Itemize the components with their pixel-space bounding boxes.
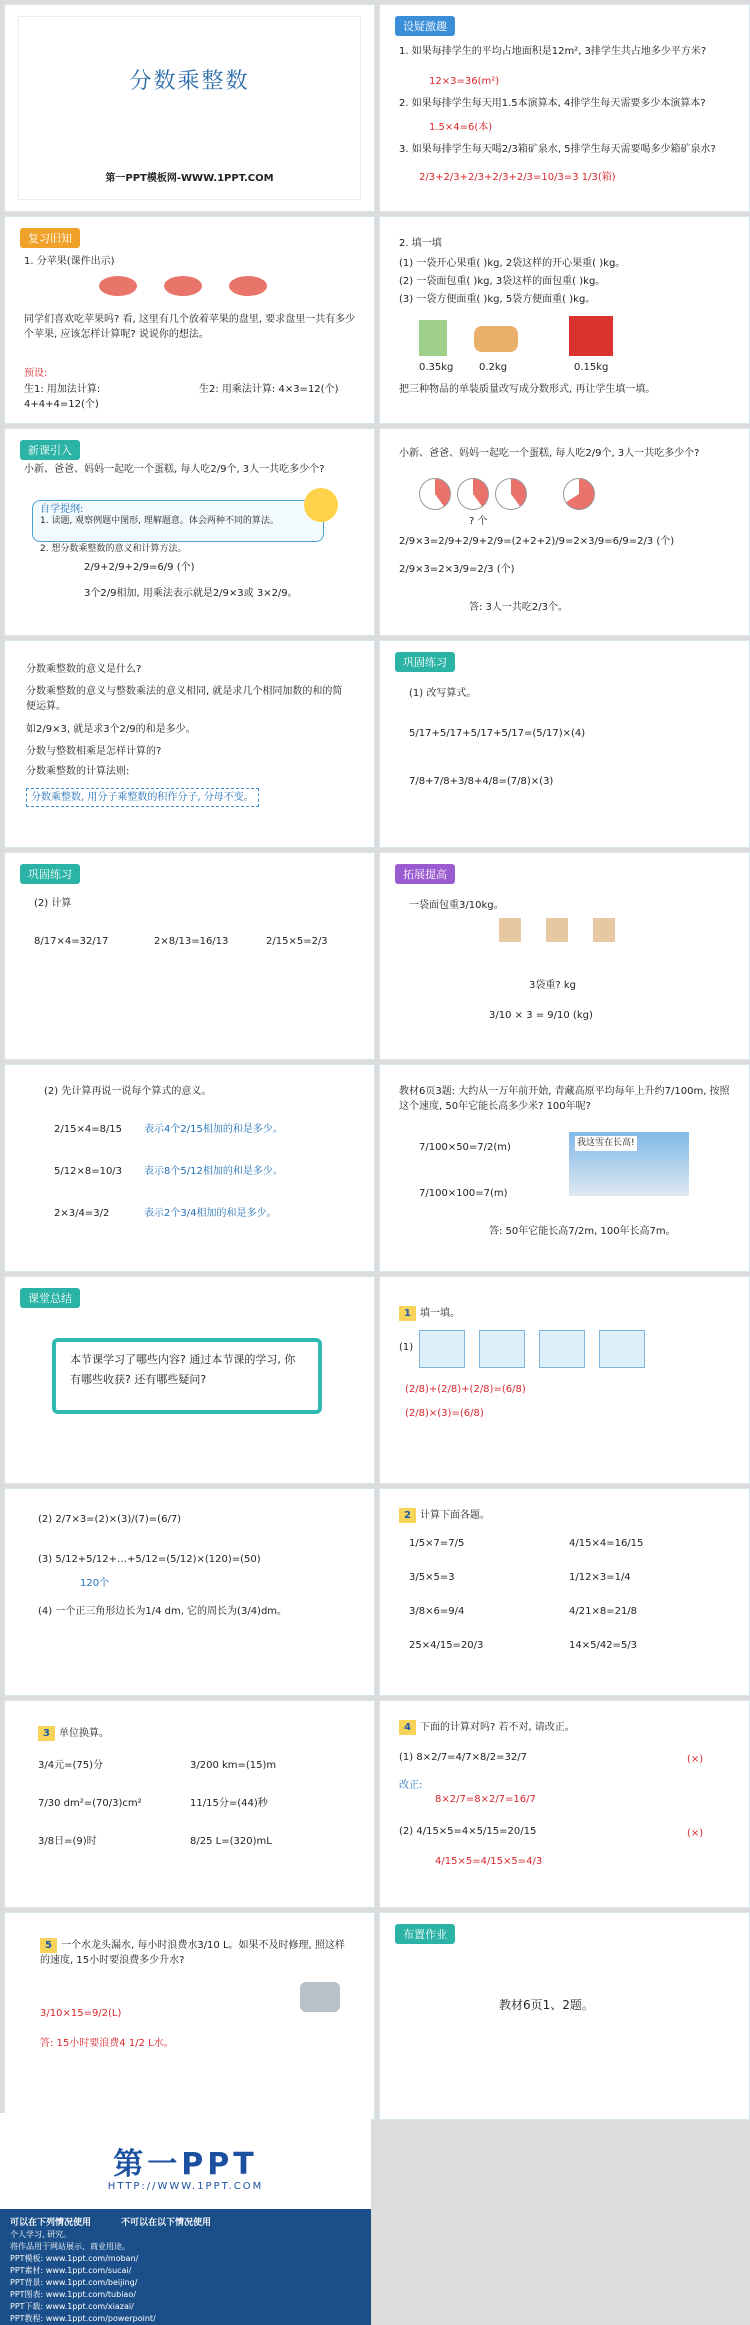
sun-icon	[304, 488, 338, 522]
slide-fill	[379, 216, 750, 424]
slide-compute-meaning	[4, 1064, 375, 1272]
slide-exercise-1	[379, 1276, 750, 1484]
answer-text: 答: 3人一共吃2/3个。	[469, 602, 569, 613]
equation-1: (2/8)+(2/8)+(2/8)=(6/8)	[405, 1384, 526, 1395]
info-line: 将作品用于网站展示、商业用途。	[10, 2242, 130, 2251]
cake-result-icon	[563, 478, 595, 510]
equation-3: 2/15×5=2/3	[266, 936, 328, 947]
section-tag: 巩固练习	[20, 864, 80, 884]
disallowed-heading: 不可以在以下情况使用	[121, 2218, 212, 2228]
slide-new-lesson	[4, 428, 375, 636]
question: 分数乘整数的意义是什么?	[26, 664, 142, 675]
slide-summary	[4, 1276, 375, 1484]
col-1-item: 25×4/15=20/3	[409, 1640, 484, 1651]
equation-2: 2×8/13=16/13	[154, 936, 229, 947]
exercise-number: 3	[38, 1726, 55, 1741]
slide-cake	[379, 428, 750, 636]
section-tag: 巩固练习	[395, 652, 455, 672]
equation-1: 5/17+5/17+5/17+5/17=(5/17)×(4)	[409, 728, 586, 739]
speech-bubble: 我这雪在长高!	[575, 1136, 637, 1151]
grid-figure	[479, 1330, 525, 1368]
problem-text: 一袋面包重3/10kg。	[409, 900, 504, 911]
section-tag: 布置作业	[395, 1924, 455, 1944]
line-1: 分数乘整数的意义与整数乘法的意义相同, 就是求几个相同加数的和的简便运算。	[26, 686, 343, 712]
bread-bags	[499, 918, 615, 946]
bread-icon	[474, 326, 518, 352]
line-4: 分数乘整数的计算法则:	[26, 766, 130, 777]
section-tag: 设疑激趣	[395, 16, 455, 36]
footer-ad	[0, 2113, 371, 2325]
problem-text: 教材6页3题: 大约从一万年前开始, 青藏高原平均每年上升约7/100m, 按照这个速度, 50年它能长高多少米? 100年呢?	[399, 1086, 730, 1112]
equation-2: 2/9×3=2×3/9=2/3 (个)	[399, 564, 515, 575]
slide-homework	[379, 1912, 750, 2120]
tip-2: 2. 想分数乘整数的意义和计算方法。	[40, 544, 187, 554]
col-b-item: 3/200 km=(15)m	[190, 1760, 277, 1771]
tip-label: 自学提纲:	[40, 504, 84, 515]
apple-plate-icon	[229, 276, 267, 296]
bread-bag-icon	[546, 918, 568, 942]
equation-1: 2/15×4=8/15	[54, 1124, 123, 1135]
apple-plates	[99, 276, 267, 300]
equation-4: (4) 一个正三角形边长为1/4 dm, 它的周长为(3/4)dm。	[38, 1606, 288, 1617]
pistachio-bag-icon	[419, 320, 447, 356]
grid-figure	[599, 1330, 645, 1368]
slide-extend	[379, 852, 750, 1060]
line-3: (3) 一袋方便面重( )kg, 5袋方便面重( )kg。	[399, 294, 596, 305]
page-title: 分数乘整数	[129, 69, 250, 94]
cake-icon	[495, 478, 527, 510]
slide-exercise-1b	[4, 1488, 375, 1696]
col-a-item: 3/8日=(9)时	[38, 1836, 97, 1847]
exercise-header	[399, 1508, 490, 1523]
exercise-header	[399, 1720, 575, 1735]
slide-practice-2	[4, 852, 375, 1060]
exercise-number: 1	[399, 1306, 416, 1321]
logo-url: HTTP://WWW.1PPT.COM	[107, 2181, 264, 2192]
link-line[interactable]: PPT模板: www.1ppt.com/moban/	[10, 2254, 139, 2263]
problem-text: 小新、爸爸、妈妈一起吃一个蛋糕, 每人吃2/9个, 3人一共吃多少个?	[399, 448, 700, 459]
section-tag: 复习旧知	[20, 228, 80, 248]
question-mark: ? 个	[469, 516, 488, 527]
weight-2: 0.2kg	[479, 362, 508, 373]
logo: 第一PPT	[113, 2147, 258, 2182]
slide-plateau	[379, 1064, 750, 1272]
equation-2: (2/8)×(3)=(6/8)	[405, 1408, 484, 1419]
equation-2: 7/8+7/8+3/8+4/8=(7/8)×(3)	[409, 776, 554, 787]
equation-1: 8/17×4=32/17	[34, 936, 109, 947]
wrong-mark-2: (×)	[687, 1828, 704, 1839]
exercise-header	[399, 1306, 460, 1321]
cake-diagram	[419, 478, 601, 514]
col-b-item: 8/25 L=(320)mL	[190, 1836, 272, 1847]
item-label: 计算下面各题。	[419, 1510, 490, 1521]
item-label: 2. 填一填	[399, 238, 442, 249]
item-label: (2) 计算	[34, 898, 72, 909]
part-label: (1)	[399, 1342, 414, 1353]
exercise-number: 2	[399, 1508, 416, 1523]
noodle-pack-icon	[569, 316, 613, 356]
link-line[interactable]: PPT教程: www.1ppt.com/powerpoint/	[10, 2314, 156, 2323]
question-2: 2. 如果每排学生每天用1.5本演算本, 4排学生每天需要多少本演算本?	[399, 98, 706, 109]
col-2-item: 4/21×8=21/8	[569, 1606, 638, 1617]
col-1-item: 3/8×6=9/4	[409, 1606, 465, 1617]
link-line[interactable]: PPT下载: www.1ppt.com/xiazai/	[10, 2302, 134, 2311]
section-tag: 拓展提高	[395, 864, 455, 884]
grid-figure	[419, 1330, 465, 1368]
exercise-number: 4	[399, 1720, 416, 1735]
question-1: 1. 如果每排学生的平均占地面积是12m², 3排学生共占地多少平方米?	[399, 46, 707, 57]
equation-1: (1) 8×2/7=4/7×8/2=32/7	[399, 1752, 527, 1763]
answer-text: 答: 15小时要浪费4 1/2 L水。	[40, 2038, 174, 2049]
item-label: (2) 先计算再说一说每个算式的意义。	[44, 1086, 212, 1097]
question-label: 3袋重? kg	[529, 980, 576, 991]
answer-2: 1.5×4=6(本)	[429, 122, 493, 133]
faucet-icon	[300, 1982, 340, 2012]
addition-equation: 2/9+2/9+2/9=6/9 (个)	[84, 562, 195, 573]
line-2: (2) 一袋面包重( )kg, 3袋这样的面包重( )kg。	[399, 276, 606, 287]
slide-exercise-3	[4, 1700, 375, 1908]
section-tag: 新课引入	[20, 440, 80, 460]
problem-text: 小新、爸爸、妈妈一起吃一个蛋糕, 每人吃2/9个, 3人一共吃多少个?	[24, 464, 325, 475]
note-text: 把三种物品的单装质量改写成分数形式, 再让学生填一填。	[399, 384, 656, 395]
student-1: 生1: 用加法计算: 4+4+4=12(个)	[24, 384, 101, 410]
answer-1: 12×3=36(m²)	[429, 76, 500, 87]
col-1-item: 3/5×5=3	[409, 1572, 455, 1583]
weight-1: 0.35kg	[419, 362, 454, 373]
meaning-1: 表示4个2/15相加的和是多少。	[144, 1124, 283, 1135]
equation-2: 5/12×8=10/3	[54, 1166, 123, 1177]
item-label: 填一填。	[419, 1308, 460, 1319]
apple-plate-icon	[164, 276, 202, 296]
body-text: 同学们喜欢吃苹果吗? 看, 这里有几个放着苹果的盘里, 要求盘里一共有多少个苹果, 应该怎样计算呢? 说说你的想法。	[24, 314, 356, 340]
problem-body: 一个水龙头漏水, 每小时浪费水3/10 L。如果不及时修理, 照这样的速度, 15小时要浪费多少升水?	[40, 1940, 345, 1966]
slide-exercise-4	[379, 1700, 750, 1908]
fix-1: 8×2/7=8×2/7=16/7	[435, 1794, 536, 1805]
col-2-item: 14×5/42=5/3	[569, 1640, 638, 1651]
equation-1: 7/100×50=7/2(m)	[419, 1142, 511, 1153]
exercise-number: 5	[40, 1938, 57, 1953]
equation-2: (2) 2/7×3=(2)×(3)/(7)=(6/7)	[38, 1514, 182, 1525]
rule-box: 分数乘整数, 用分子乘整数的积作分子, 分母不变。	[26, 788, 259, 807]
slide-meaning	[4, 640, 375, 848]
col-2-item: 1/12×3=1/4	[569, 1572, 631, 1583]
line-3: 分数与整数相乘是怎样计算的?	[26, 746, 162, 757]
slide-exercise-5	[4, 1912, 375, 2120]
grid-figure	[539, 1330, 585, 1368]
meaning-3: 表示2个3/4相加的和是多少。	[144, 1208, 277, 1219]
link-line[interactable]: PPT图表: www.1ppt.com/tubiao/	[10, 2290, 136, 2299]
count-label: 120个	[80, 1578, 110, 1589]
equation-1: 2/9×3=2/9+2/9+2/9=(2+2+2)/9=2×3/9=6/9=2/3 (个)	[399, 536, 675, 547]
section-tag: 课堂总结	[20, 1288, 80, 1308]
col-2-item: 4/15×4=16/15	[569, 1538, 644, 1549]
fix-label: 改正:	[399, 1780, 423, 1791]
answer-text: 答: 50年它能长高7/2m, 100年长高7m。	[489, 1226, 676, 1237]
slide-review	[4, 216, 375, 424]
item-label: 单位换算。	[58, 1728, 109, 1739]
link-line[interactable]: PPT素材: www.1ppt.com/sucai/	[10, 2266, 132, 2275]
wrong-mark-1: (×)	[687, 1754, 704, 1765]
equation-3: 2×3/4=3/2	[54, 1208, 110, 1219]
col-b-item: 11/15分=(44)秒	[190, 1798, 268, 1809]
item-label: 下面的计算对吗? 若不对, 请改正。	[419, 1722, 575, 1733]
allowed-heading: 可以在下列情况使用	[10, 2218, 92, 2228]
equation-3: (3) 5/12+5/12+…+5/12=(5/12)×(120)=(50)	[38, 1554, 261, 1565]
slide-title	[4, 4, 375, 212]
bread-bag-icon	[593, 918, 615, 942]
problem-text	[40, 1938, 350, 1968]
item-label: 1. 分苹果(课件出示)	[24, 256, 115, 267]
item-label: (1) 改写算式。	[409, 688, 477, 699]
exercise-header	[38, 1726, 109, 1741]
slide-practice-1	[379, 640, 750, 848]
col-1-item: 1/5×7=7/5	[409, 1538, 465, 1549]
summary-box: 本节课学习了哪些内容? 通过本节课的学习, 你有哪些收获? 还有哪些疑问?	[52, 1338, 322, 1414]
line-1: (1) 一袋开心果重( )kg, 2袋这样的开心果重( )kg。	[399, 258, 626, 269]
hint-label: 预设:	[24, 368, 48, 379]
site-label: 第一PPT模板网-WWW.1PPT.COM	[105, 173, 274, 184]
slide-exercise-2	[379, 1488, 750, 1696]
fix-2: 4/15×5=4/15×5=4/3	[435, 1856, 543, 1867]
equation: 3/10×15=9/2(L)	[40, 2008, 122, 2019]
line-2: 如2/9×3, 就是求3个2/9的和是多少。	[26, 724, 196, 735]
weight-3: 0.15kg	[574, 362, 609, 373]
bread-bag-icon	[499, 918, 521, 942]
col-a-item: 3/4元=(75)分	[38, 1760, 103, 1771]
note-text: 3个2/9相加, 用乘法表示就是2/9×3或 3×2/9。	[84, 588, 298, 599]
equation-2: 7/100×100=7(m)	[419, 1188, 508, 1199]
question-3: 3. 如果每排学生每天喝2/3箱矿泉水, 5排学生每天需要喝多少箱矿泉水?	[399, 144, 716, 155]
slide-intro	[379, 4, 750, 212]
tip-1: 1. 读题, 观察例题中图形, 理解题意。体会两种不同的算法。	[40, 516, 279, 526]
cake-icon	[419, 478, 451, 510]
col-a-item: 7/30 dm²=(70/3)cm²	[38, 1798, 142, 1809]
link-line[interactable]: PPT背景: www.1ppt.com/beijing/	[10, 2278, 138, 2287]
info-line: 个人学习, 研究。	[10, 2230, 72, 2239]
meaning-2: 表示8个5/12相加的和是多少。	[144, 1166, 283, 1177]
homework-text: 教材6页1、2题。	[499, 1998, 594, 2012]
equation: 3/10 × 3 = 9/10 (kg)	[489, 1010, 593, 1021]
apple-plate-icon	[99, 276, 137, 296]
equation-2: (2) 4/15×5=4×5/15=20/15	[399, 1826, 537, 1837]
student-2: 生2: 用乘法计算: 4×3=12(个)	[199, 384, 339, 395]
usage-info	[0, 2209, 371, 2325]
cake-icon	[457, 478, 489, 510]
answer-3: 2/3+2/3+2/3+2/3+2/3=10/3=3 1/3(箱)	[419, 172, 616, 183]
